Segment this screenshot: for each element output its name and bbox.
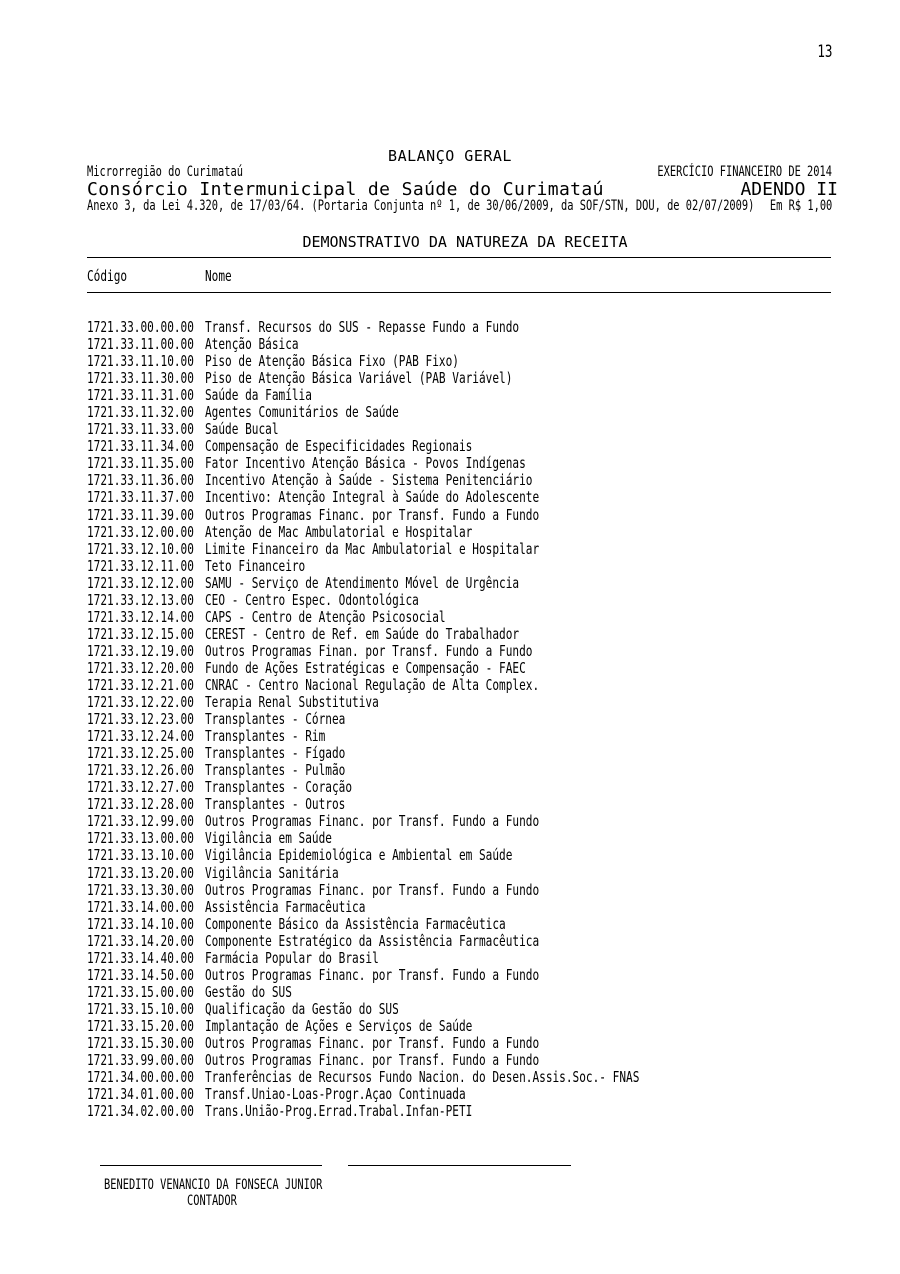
row-name: Outros Programas Financ. por Transf. Fundo a Fundo	[205, 505, 540, 524]
table-row	[87, 950, 831, 967]
row-name: Piso de Atenção Básica Fixo (PAB Fixo)	[205, 352, 459, 371]
table-row	[87, 643, 831, 660]
row-name: Gestão do SUS	[205, 982, 292, 1001]
row-code: 1721.33.11.30.00	[87, 369, 194, 388]
table-row	[87, 745, 831, 762]
row-code: 1721.33.11.32.00	[87, 403, 194, 422]
table-row	[87, 779, 831, 796]
document-title: BALANÇO GERAL	[388, 147, 512, 165]
table-row	[87, 626, 831, 643]
row-name: SAMU - Serviço de Atendimento Móvel de Urgência	[205, 573, 520, 592]
row-code: 1721.33.12.28.00	[87, 795, 194, 814]
row-name: Outros Programas Financ. por Transf. Fundo a Fundo	[205, 965, 540, 984]
row-code: 1721.33.13.10.00	[87, 846, 194, 865]
microrregiao-label: Microrregião do Curimataú	[87, 164, 243, 180]
table-row	[87, 847, 831, 864]
row-name: Compensação de Especificidades Regionais	[205, 437, 473, 456]
row-name: Teto Financeiro	[205, 556, 306, 575]
row-name: Qualificação da Gestão do SUS	[205, 999, 399, 1018]
table-row	[87, 387, 831, 404]
row-code: 1721.33.12.14.00	[87, 607, 194, 626]
row-name: Fator Incentivo Atenção Básica - Povos Indígenas	[205, 454, 526, 473]
row-name: Atenção Básica	[205, 335, 299, 354]
row-code: 1721.33.12.19.00	[87, 641, 194, 660]
row-name: CEO - Centro Espec. Odontológica	[205, 590, 419, 609]
row-code: 1721.33.11.37.00	[87, 488, 194, 507]
exercicio-label: EXERCÍCIO FINANCEIRO DE 2014	[657, 164, 832, 180]
row-name: Outros Programas Financ. por Transf. Fundo a Fundo	[205, 1051, 540, 1070]
table-row	[87, 796, 831, 813]
row-code: 1721.33.12.11.00	[87, 556, 194, 575]
row-name: Fundo de Ações Estratégicas e Compensação - FAEC	[205, 658, 526, 677]
row-name: Transplantes - Coração	[205, 778, 353, 797]
row-name: Componente Estratégico da Assistência Farmacêutica	[205, 931, 540, 950]
table-row	[87, 916, 831, 933]
row-code: 1721.33.12.27.00	[87, 778, 194, 797]
signature-line-right	[348, 1165, 571, 1166]
row-name: Outros Programas Financ. por Transf. Fundo a Fundo	[205, 812, 540, 831]
row-code: 1721.33.12.13.00	[87, 590, 194, 609]
row-name: Transf.Uniao-Loas-Progr.Açao Continuada	[205, 1085, 466, 1104]
row-code: 1721.33.15.00.00	[87, 982, 194, 1001]
table-row	[87, 1001, 831, 1018]
organization-name: Consórcio Intermunicipal de Saúde do Curimataú	[87, 179, 604, 200]
row-code: 1721.33.99.00.00	[87, 1051, 194, 1070]
table-row	[87, 421, 831, 438]
row-code: 1721.33.13.20.00	[87, 863, 194, 882]
row-name: Vigilância Epidemiológica e Ambiental em Saúde	[205, 846, 513, 865]
row-name: Outros Programas Finan. por Transf. Fundo a Fundo	[205, 641, 533, 660]
row-name: Outros Programas Financ. por Transf. Fundo a Fundo	[205, 880, 540, 899]
row-name: Tranferências de Recursos Fundo Nacion. do Desen.Assis.Soc.- FNAS	[205, 1068, 640, 1087]
table-row	[87, 319, 831, 336]
signature-line-left	[100, 1165, 322, 1166]
row-name: Outros Programas Financ. por Transf. Fundo a Fundo	[205, 1033, 540, 1052]
row-name: Incentivo: Atenção Integral à Saúde do Adolescente	[205, 488, 540, 507]
row-code: 1721.33.12.99.00	[87, 812, 194, 831]
signer-role: CONTADOR	[187, 1193, 237, 1209]
row-code: 1721.33.12.22.00	[87, 693, 194, 712]
row-name: Transf. Recursos do SUS - Repasse Fundo a Fundo	[205, 318, 520, 336]
table-row	[87, 353, 831, 370]
row-code: 1721.33.14.50.00	[87, 965, 194, 984]
table-row	[87, 865, 831, 882]
table-row	[87, 609, 831, 626]
table-row	[87, 694, 831, 711]
row-name: Implantação de Ações e Serviços de Saúde	[205, 1016, 473, 1035]
row-name: Vigilância Sanitária	[205, 863, 339, 882]
table-row	[87, 677, 831, 694]
column-header-nome: Nome	[205, 267, 232, 285]
row-code: 1721.33.12.21.00	[87, 675, 194, 694]
row-code: 1721.33.12.23.00	[87, 710, 194, 729]
table-row	[87, 830, 831, 847]
table-row	[87, 541, 831, 558]
row-code: 1721.34.01.00.00	[87, 1085, 194, 1104]
table-row	[87, 813, 831, 830]
row-name: Transplantes - Pulmão	[205, 761, 346, 780]
row-code: 1721.33.11.39.00	[87, 505, 194, 524]
legal-reference: Anexo 3, da Lei 4.320, de 17/03/64. (Portaria Conjunta nº 1, de 30/06/2009, da SOF/STN, DOU, de 02/07/2009)	[87, 198, 755, 214]
row-code: 1721.34.02.00.00	[87, 1102, 194, 1121]
table-row	[87, 1086, 831, 1103]
row-name: Saúde Bucal	[205, 420, 279, 439]
table-row	[87, 728, 831, 745]
row-code: 1721.33.12.10.00	[87, 539, 194, 558]
header-rule-bottom	[87, 292, 831, 293]
revenue-table	[87, 319, 831, 1120]
row-code: 1721.33.14.00.00	[87, 897, 194, 916]
row-name: Trans.União-Prog.Errad.Trabal.Infan-PETI	[205, 1102, 473, 1121]
row-name: CEREST - Centro de Ref. em Saúde do Trabalhador	[205, 624, 520, 643]
row-code: 1721.33.14.20.00	[87, 931, 194, 950]
row-name: CAPS - Centro de Atenção Psicosocial	[205, 607, 446, 626]
table-row	[87, 507, 831, 524]
row-code: 1721.33.00.00.00	[87, 318, 194, 336]
row-name: Agentes Comunitários de Saúde	[205, 403, 399, 422]
row-code: 1721.33.12.15.00	[87, 624, 194, 643]
row-code: 1721.33.15.10.00	[87, 999, 194, 1018]
table-row	[87, 455, 831, 472]
table-row	[87, 1018, 831, 1035]
header-rule-top	[87, 257, 831, 258]
page-number: 13	[816, 42, 832, 62]
row-name: Transplantes - Outros	[205, 795, 346, 814]
row-code: 1721.33.11.31.00	[87, 386, 194, 405]
column-header-codigo: Código	[87, 267, 128, 285]
row-name: Assistência Farmacêutica	[205, 897, 366, 916]
row-code: 1721.33.12.20.00	[87, 658, 194, 677]
table-row	[87, 882, 831, 899]
table-row	[87, 933, 831, 950]
row-name: Terapia Renal Substitutiva	[205, 693, 379, 712]
row-code: 1721.33.15.30.00	[87, 1033, 194, 1052]
currency-unit: Em R$ 1,00	[769, 198, 832, 214]
row-name: Transplantes - Rim	[205, 727, 326, 746]
section-title: DEMONSTRATIVO DA NATUREZA DA RECEITA	[302, 233, 628, 251]
table-row	[87, 524, 831, 541]
row-name: Incentivo Atenção à Saúde - Sistema Penitenciário	[205, 471, 533, 490]
table-row	[87, 1035, 831, 1052]
row-code: 1721.34.00.00.00	[87, 1068, 194, 1087]
table-row	[87, 592, 831, 609]
row-code: 1721.33.11.35.00	[87, 454, 194, 473]
table-row	[87, 762, 831, 779]
row-code: 1721.33.11.36.00	[87, 471, 194, 490]
row-name: Componente Básico da Assistência Farmacêutica	[205, 914, 506, 933]
table-row	[87, 967, 831, 984]
table-row	[87, 472, 831, 489]
row-code: 1721.33.11.33.00	[87, 420, 194, 439]
row-code: 1721.33.11.10.00	[87, 352, 194, 371]
row-code: 1721.33.12.26.00	[87, 761, 194, 780]
table-row	[87, 489, 831, 506]
row-code: 1721.33.12.00.00	[87, 522, 194, 541]
table-row	[87, 899, 831, 916]
row-code: 1721.33.14.40.00	[87, 948, 194, 967]
row-code: 1721.33.13.00.00	[87, 829, 194, 848]
table-row	[87, 1103, 831, 1120]
table-row	[87, 558, 831, 575]
row-name: Transplantes - Fígado	[205, 744, 346, 763]
row-code: 1721.33.11.34.00	[87, 437, 194, 456]
signer-name: BENEDITO VENANCIO DA FONSECA JUNIOR	[104, 1177, 323, 1193]
row-name: Transplantes - Córnea	[205, 710, 346, 729]
table-row	[87, 1052, 831, 1069]
row-code: 1721.33.14.10.00	[87, 914, 194, 933]
table-row	[87, 336, 831, 353]
row-name: Limite Financeiro da Mac Ambulatorial e Hospitalar	[205, 539, 540, 558]
table-row	[87, 438, 831, 455]
table-row	[87, 575, 831, 592]
row-name: Farmácia Popular do Brasil	[205, 948, 379, 967]
table-row	[87, 984, 831, 1001]
row-name: CNRAC - Centro Nacional Regulação de Alta Complex.	[205, 675, 540, 694]
row-code: 1721.33.12.25.00	[87, 744, 194, 763]
table-row	[87, 404, 831, 421]
row-code: 1721.33.11.00.00	[87, 335, 194, 354]
row-code: 1721.33.15.20.00	[87, 1016, 194, 1035]
table-row	[87, 370, 831, 387]
row-code: 1721.33.12.12.00	[87, 573, 194, 592]
row-code: 1721.33.13.30.00	[87, 880, 194, 899]
table-row	[87, 711, 831, 728]
table-row	[87, 1069, 831, 1086]
row-name: Vigilância em Saúde	[205, 829, 332, 848]
row-name: Piso de Atenção Básica Variável (PAB Variável)	[205, 369, 513, 388]
row-name: Saúde da Família	[205, 386, 312, 405]
table-row	[87, 660, 831, 677]
adendo-label: ADENDO II	[740, 179, 838, 200]
row-name: Atenção de Mac Ambulatorial e Hospitalar	[205, 522, 473, 541]
row-code: 1721.33.12.24.00	[87, 727, 194, 746]
